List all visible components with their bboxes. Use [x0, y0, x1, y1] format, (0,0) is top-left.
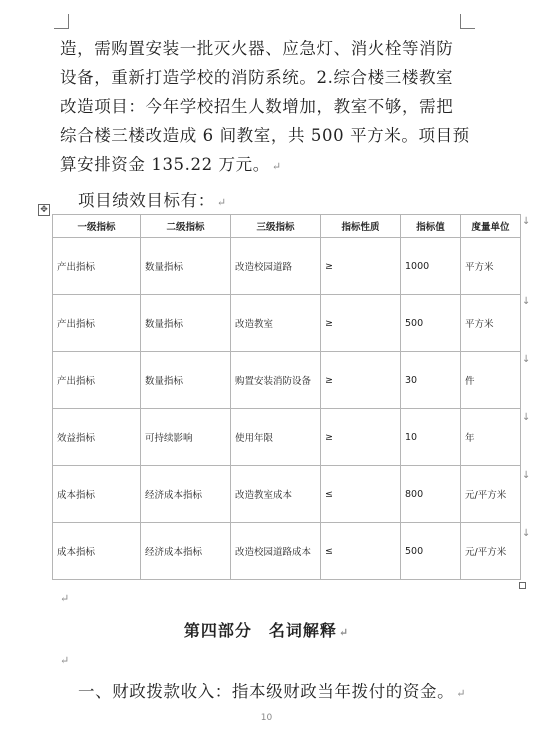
table-cell: 平方米 — [461, 238, 521, 295]
row-end-mark-icon: ↓ — [522, 354, 531, 365]
table-cell: 数量指标 — [141, 295, 231, 352]
table-cell: 元/平方米 — [461, 523, 521, 580]
table-cell: 可持续影响 — [141, 409, 231, 466]
table-cell: 产出指标 — [53, 352, 141, 409]
table-cell: 成本指标 — [53, 466, 141, 523]
table-cell: 500 — [401, 295, 461, 352]
table-row — [53, 295, 521, 352]
table-header-cell: 一级指标 — [53, 215, 141, 238]
table-cell: 改造教室成本 — [231, 466, 321, 523]
body-line: 综合楼三楼改造成 6 间教室，共 500 平方米。项目预 — [60, 126, 470, 145]
table-header-cell: 指标值 — [401, 215, 461, 238]
row-end-mark-icon: ↓ — [522, 412, 531, 423]
goals-intro-line — [78, 186, 498, 217]
body-line: 改造项目：今年学校招生人数增加，教室不够，需把 — [60, 97, 454, 116]
page-number: 10 — [260, 713, 273, 723]
table-cell: 10 — [401, 409, 461, 466]
row-end-mark-icon: ↓ — [522, 470, 531, 481]
table-cell: 改造校园道路成本 — [231, 523, 321, 580]
paragraph-mark-icon: ↵ — [216, 196, 227, 209]
body-line-text: 算安排资金 135.22 万元。 — [60, 155, 270, 174]
table-cell: 500 — [401, 523, 461, 580]
row-end-mark-icon: ↓ — [522, 216, 531, 227]
table-row — [53, 409, 521, 466]
table-cell: 数量指标 — [141, 352, 231, 409]
table-cell: ≤ — [321, 523, 401, 580]
table-header-row — [53, 215, 521, 238]
section-heading — [0, 618, 533, 641]
body-line: 造，需购置安装一批灭火器、应急灯、消火栓等消防 — [60, 39, 454, 58]
table-row — [53, 466, 521, 523]
page-corner-mark-top-right — [460, 14, 475, 29]
row-end-mark-icon: ↓ — [522, 528, 531, 539]
definition-text: 一、财政拨款收入：指本级财政当年拨付的资金。 — [78, 682, 455, 701]
table-header-cell: 指标性质 — [321, 215, 401, 238]
table-cell: ≤ — [321, 466, 401, 523]
table-move-handle-icon[interactable]: ✥ — [38, 204, 50, 216]
table-cell: 改造教室 — [231, 295, 321, 352]
row-end-mark-icon: ↓ — [522, 296, 531, 307]
performance-goals-table — [52, 214, 521, 580]
body-line: 设备，重新打造学校的消防系统。2.综合楼三楼教室 — [60, 68, 454, 87]
paragraph-mark-icon: ↵ — [338, 626, 350, 639]
body-line-last — [60, 150, 480, 181]
table-cell: 购置安装消防设备 — [231, 352, 321, 409]
table-cell: 产出指标 — [53, 295, 141, 352]
table-cell: 产出指标 — [53, 238, 141, 295]
body-paragraph — [60, 34, 480, 181]
table-cell: 改造校园道路 — [231, 238, 321, 295]
table-cell: 件 — [461, 352, 521, 409]
table-cell: 平方米 — [461, 295, 521, 352]
table-resize-handle[interactable] — [519, 582, 526, 589]
table-cell: 年 — [461, 409, 521, 466]
paragraph-mark-icon: ↵ — [271, 160, 282, 173]
table-cell: 成本指标 — [53, 523, 141, 580]
section-heading-text: 第四部分 名词解释 — [183, 621, 337, 640]
table-cell: 800 — [401, 466, 461, 523]
paragraph-mark-icon: ↵ — [456, 687, 467, 700]
table-cell: 经济成本指标 — [141, 523, 231, 580]
table-cell: ≥ — [321, 238, 401, 295]
table-cell: 数量指标 — [141, 238, 231, 295]
table-row — [53, 238, 521, 295]
table-row — [53, 523, 521, 580]
table-cell: 使用年限 — [231, 409, 321, 466]
table-cell: 经济成本指标 — [141, 466, 231, 523]
table-header-cell: 二级指标 — [141, 215, 231, 238]
table-row — [53, 352, 521, 409]
table-cell: ≥ — [321, 352, 401, 409]
table-cell: ≥ — [321, 409, 401, 466]
paragraph-mark-icon: ↵ — [60, 592, 70, 605]
table-header-cell: 度量单位 — [461, 215, 521, 238]
table-cell: 30 — [401, 352, 461, 409]
table-cell: 1000 — [401, 238, 461, 295]
goals-intro: 项目绩效目标有： — [78, 191, 215, 210]
page-corner-mark-top-left — [54, 14, 69, 29]
table-cell: 元/平方米 — [461, 466, 521, 523]
table-header-cell: 三级指标 — [231, 215, 321, 238]
table-cell: ≥ — [321, 295, 401, 352]
definition-line — [78, 678, 466, 702]
paragraph-mark-icon: ↵ — [60, 654, 70, 667]
table-cell: 效益指标 — [53, 409, 141, 466]
